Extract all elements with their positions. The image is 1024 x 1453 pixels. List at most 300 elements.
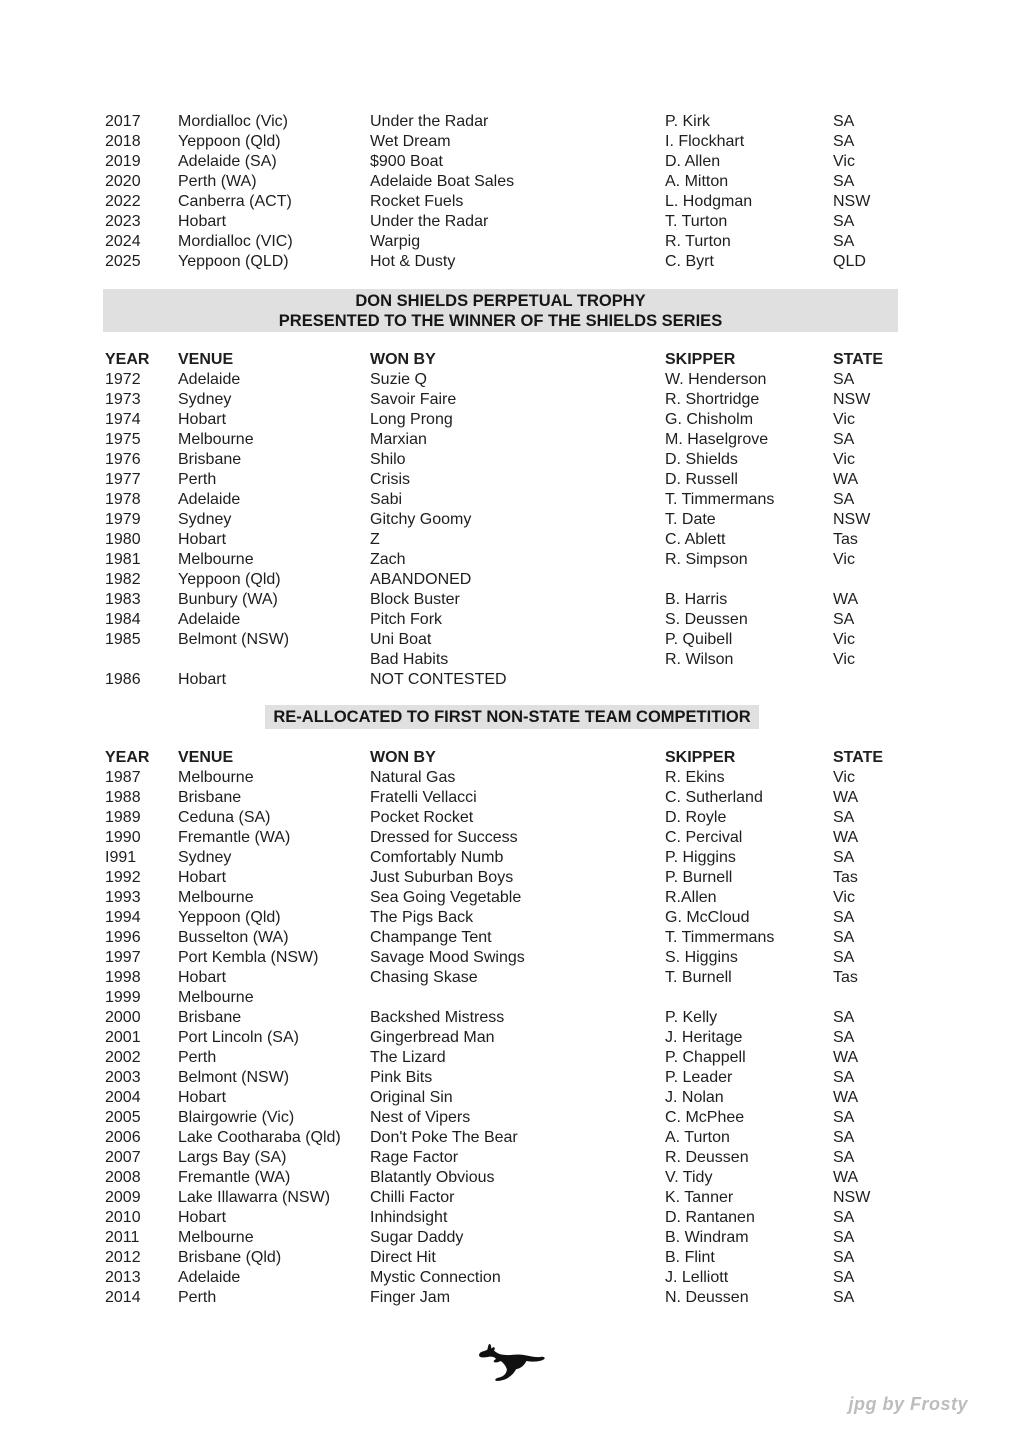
table-cell: Busselton (WA) bbox=[178, 929, 289, 946]
table-cell: Brisbane (Qld) bbox=[178, 1249, 282, 1266]
table-cell: 2020 bbox=[105, 173, 141, 190]
table-row bbox=[105, 1208, 915, 1228]
table-cell: 2012 bbox=[105, 1249, 141, 1266]
table-cell: Bunbury (WA) bbox=[178, 591, 278, 608]
table-cell: Zach bbox=[370, 551, 406, 568]
table-cell: 2003 bbox=[105, 1069, 141, 1086]
table-cell: 1982 bbox=[105, 571, 141, 588]
table-cell: WA bbox=[833, 789, 859, 806]
table-row bbox=[105, 530, 915, 550]
table-row bbox=[105, 450, 915, 470]
table-cell: Direct Hit bbox=[370, 1249, 436, 1266]
table-cell: Brisbane bbox=[178, 451, 242, 468]
table-row bbox=[105, 232, 915, 252]
table-cell: NOT CONTESTED bbox=[370, 671, 507, 688]
table-cell: Tas bbox=[833, 531, 858, 548]
table-cell: The Lizard bbox=[370, 1049, 446, 1066]
table-cell: Vic bbox=[833, 889, 855, 906]
table-cell: 1989 bbox=[105, 809, 141, 826]
table-cell: WA bbox=[833, 1089, 859, 1106]
table-cell bbox=[665, 670, 833, 690]
table-cell: Lake Cootharaba (Qld) bbox=[178, 1129, 341, 1146]
table-cell: Adelaide (SA) bbox=[178, 153, 277, 170]
table-row bbox=[105, 510, 915, 530]
table-cell: Melbourne bbox=[178, 769, 254, 786]
table-cell: Hobart bbox=[178, 1209, 227, 1226]
table-cell: SA bbox=[833, 1209, 855, 1226]
table-cell: Largs Bay (SA) bbox=[178, 1149, 287, 1166]
table-cell: Hobart bbox=[178, 869, 227, 886]
table-cell: B. Windram bbox=[665, 1229, 749, 1246]
table-cell: QLD bbox=[833, 253, 866, 270]
table-cell: SA bbox=[833, 1109, 855, 1126]
table-cell: Sydney bbox=[178, 511, 232, 528]
table-cell: Pink Bits bbox=[370, 1069, 433, 1086]
table-cell: 1973 bbox=[105, 391, 141, 408]
table-cell: 2001 bbox=[105, 1029, 141, 1046]
table-cell: Melbourne bbox=[178, 989, 254, 1006]
table-cell: I991 bbox=[105, 849, 137, 866]
table-cell: Vic bbox=[833, 411, 855, 428]
table-cell: W. Henderson bbox=[665, 371, 767, 388]
table-cell: $900 Boat bbox=[370, 153, 443, 170]
table-cell: Fratelli Vellacci bbox=[370, 789, 477, 806]
table-row bbox=[105, 1008, 915, 1028]
table-cell: Brisbane bbox=[178, 789, 242, 806]
table-cell: Savoir Faire bbox=[370, 391, 457, 408]
table-cell: R. Turton bbox=[665, 233, 731, 250]
section-title-line1: DON SHIELDS PERPETUAL TROPHY bbox=[355, 291, 646, 310]
table-cell: Rocket Fuels bbox=[370, 193, 464, 210]
table-cell: Crisis bbox=[370, 471, 410, 488]
column-header-won-by: WON BY bbox=[370, 749, 436, 766]
table-cell bbox=[105, 650, 178, 670]
table-cell: 2017 bbox=[105, 113, 141, 130]
table-cell: 1998 bbox=[105, 969, 141, 986]
table-cell: Comfortably Numb bbox=[370, 849, 504, 866]
table-cell: Pitch Fork bbox=[370, 611, 443, 628]
table-cell: L. Hodgman bbox=[665, 193, 753, 210]
table-row bbox=[105, 630, 915, 650]
table-cell: Sea Going Vegetable bbox=[370, 889, 522, 906]
table-row bbox=[105, 1028, 915, 1048]
table-row bbox=[105, 1188, 915, 1208]
table-cell: Belmont (NSW) bbox=[178, 631, 290, 648]
table-cell: Suzie Q bbox=[370, 371, 427, 388]
table-cell: 1972 bbox=[105, 371, 141, 388]
table-cell: J. Heritage bbox=[665, 1029, 743, 1046]
table-cell: 1996 bbox=[105, 929, 141, 946]
reallocated-section bbox=[105, 748, 915, 1308]
table-cell: Inhindsight bbox=[370, 1209, 448, 1226]
table-cell: 1977 bbox=[105, 471, 141, 488]
table-row bbox=[105, 1128, 915, 1148]
table-cell: A. Turton bbox=[665, 1129, 730, 1146]
table-row bbox=[105, 768, 915, 788]
table-cell: Under the Radar bbox=[370, 213, 489, 230]
table-cell: 2023 bbox=[105, 213, 141, 230]
table-cell: 1974 bbox=[105, 411, 141, 428]
table-row bbox=[105, 1148, 915, 1168]
table-cell: R. Simpson bbox=[665, 551, 748, 568]
table-cell: SA bbox=[833, 809, 855, 826]
column-header-year: YEAR bbox=[105, 749, 150, 766]
table-cell: R. Shortridge bbox=[665, 391, 760, 408]
table-cell: I. Flockhart bbox=[665, 133, 745, 150]
table-cell: P. Kelly bbox=[665, 1009, 718, 1026]
table-cell: Backshed Mistress bbox=[370, 1009, 505, 1026]
table-cell: Don't Poke The Bear bbox=[370, 1129, 518, 1146]
table-cell: Wet Dream bbox=[370, 133, 451, 150]
table-cell: 2011 bbox=[105, 1229, 140, 1246]
table-cell bbox=[833, 570, 905, 590]
table-cell: 1980 bbox=[105, 531, 141, 548]
table-cell: C. McPhee bbox=[665, 1109, 745, 1126]
table-row bbox=[105, 212, 915, 232]
table-cell: SA bbox=[833, 909, 855, 926]
table-cell: SA bbox=[833, 133, 855, 150]
table-cell: Savage Mood Swings bbox=[370, 949, 525, 966]
table-row bbox=[105, 928, 915, 948]
table-cell: Dressed for Success bbox=[370, 829, 518, 846]
table-row bbox=[105, 550, 915, 570]
table-cell: Mordialloc (VIC) bbox=[178, 233, 293, 250]
table-cell: Yeppoon (Qld) bbox=[178, 909, 281, 926]
table-cell: 2009 bbox=[105, 1189, 141, 1206]
table-row bbox=[105, 610, 915, 630]
table-cell: SA bbox=[833, 1249, 855, 1266]
kangaroo-icon bbox=[476, 1338, 548, 1388]
table-cell: 1999 bbox=[105, 989, 141, 1006]
table-cell: Adelaide bbox=[178, 491, 241, 508]
watermark-text: jpg by Frosty bbox=[848, 1394, 968, 1414]
table-cell: SA bbox=[833, 1009, 855, 1026]
table-row bbox=[105, 670, 915, 690]
table-cell: P. Kirk bbox=[665, 113, 711, 130]
column-header-state: STATE bbox=[833, 351, 884, 368]
table-cell: T. Date bbox=[665, 511, 716, 528]
table-cell: Yeppoon (QLD) bbox=[178, 253, 289, 270]
table-cell: Hot & Dusty bbox=[370, 253, 456, 270]
table-cell: Tas bbox=[833, 969, 858, 986]
table-cell: Mystic Connection bbox=[370, 1269, 501, 1286]
table-cell: Blairgowrie (Vic) bbox=[178, 1109, 295, 1126]
table-row bbox=[105, 470, 915, 490]
table-cell: Vic bbox=[833, 451, 855, 468]
table-row bbox=[105, 848, 915, 868]
table-header-row bbox=[105, 748, 915, 768]
table-cell: SA bbox=[833, 1289, 855, 1306]
table-cell: Just Suburban Boys bbox=[370, 869, 514, 886]
table-cell: SA bbox=[833, 173, 855, 190]
table-cell: 1976 bbox=[105, 451, 141, 468]
don-shields-title-band bbox=[103, 289, 898, 332]
table-cell: 1975 bbox=[105, 431, 141, 448]
table-cell: 1983 bbox=[105, 591, 141, 608]
table-cell: Melbourne bbox=[178, 431, 254, 448]
table-cell: 2005 bbox=[105, 1109, 141, 1126]
table-cell: T. Turton bbox=[665, 213, 728, 230]
table-cell: Ceduna (SA) bbox=[178, 809, 271, 826]
table-cell: R. Deussen bbox=[665, 1149, 749, 1166]
table-cell: Chasing Skase bbox=[370, 969, 478, 986]
table-cell: 2018 bbox=[105, 133, 141, 150]
table-cell: SA bbox=[833, 929, 855, 946]
table-cell: Marxian bbox=[370, 431, 427, 448]
table-cell bbox=[178, 650, 370, 670]
table-cell: SA bbox=[833, 491, 855, 508]
table-cell: SA bbox=[833, 233, 855, 250]
table-row bbox=[105, 132, 915, 152]
table-cell: 2010 bbox=[105, 1209, 141, 1226]
table-cell: Nest of Vipers bbox=[370, 1109, 471, 1126]
table-row bbox=[105, 152, 915, 172]
table-cell: Adelaide bbox=[178, 1269, 241, 1286]
table-cell: D. Russell bbox=[665, 471, 738, 488]
table-cell: Yeppoon (Qld) bbox=[178, 571, 281, 588]
table-cell: Chilli Factor bbox=[370, 1189, 455, 1206]
table-cell: SA bbox=[833, 849, 855, 866]
table-cell: Perth bbox=[178, 471, 217, 488]
table-cell: Port Lincoln (SA) bbox=[178, 1029, 299, 1046]
table-cell: The Pigs Back bbox=[370, 909, 474, 926]
table-cell: R. Wilson bbox=[665, 651, 734, 668]
table-row bbox=[105, 430, 915, 450]
table-cell: Belmont (NSW) bbox=[178, 1069, 290, 1086]
table-cell: Sugar Daddy bbox=[370, 1229, 464, 1246]
table-cell: Port Kembla (NSW) bbox=[178, 949, 319, 966]
don-shields-section bbox=[105, 350, 915, 690]
table-cell: Hobart bbox=[178, 411, 227, 428]
table-cell: SA bbox=[833, 431, 855, 448]
table-cell: T. Burnell bbox=[665, 969, 732, 986]
table-cell: NSW bbox=[833, 193, 871, 210]
table-cell: C. Ablett bbox=[665, 531, 726, 548]
table-row bbox=[105, 988, 915, 1008]
table-cell: 1984 bbox=[105, 611, 141, 628]
table-cell bbox=[833, 670, 905, 690]
table-cell: SA bbox=[833, 113, 855, 130]
table-row bbox=[105, 1268, 915, 1288]
column-header-venue: VENUE bbox=[178, 351, 234, 368]
table-cell: Finger Jam bbox=[370, 1289, 451, 1306]
table-cell: D. Rantanen bbox=[665, 1209, 755, 1226]
table-cell: Yeppoon (Qld) bbox=[178, 133, 281, 150]
table-cell: Lake Illawarra (NSW) bbox=[178, 1189, 331, 1206]
table-row bbox=[105, 252, 915, 272]
table-cell: G. McCloud bbox=[665, 909, 750, 926]
table-cell: Tas bbox=[833, 869, 858, 886]
table-cell: 1994 bbox=[105, 909, 141, 926]
table-cell: Bad Habits bbox=[370, 651, 449, 668]
table-cell: Mordialloc (Vic) bbox=[178, 113, 288, 130]
table-cell: 2004 bbox=[105, 1089, 141, 1106]
table-cell: WA bbox=[833, 1049, 859, 1066]
table-cell: Vic bbox=[833, 769, 855, 786]
table-cell: Vic bbox=[833, 551, 855, 568]
table-row bbox=[105, 490, 915, 510]
table-cell: Long Prong bbox=[370, 411, 453, 428]
table-cell: Champange Tent bbox=[370, 929, 492, 946]
reallocated-table bbox=[105, 768, 915, 1308]
table-cell: ABANDONED bbox=[370, 571, 472, 588]
table-cell: P. Leader bbox=[665, 1069, 733, 1086]
table-cell: J. Nolan bbox=[665, 1089, 724, 1106]
reallocated-title-wrap bbox=[0, 705, 1024, 729]
table-cell: 2025 bbox=[105, 253, 141, 270]
table-cell: NSW bbox=[833, 511, 871, 528]
table-cell: SA bbox=[833, 949, 855, 966]
table-row bbox=[105, 650, 915, 670]
table-cell bbox=[665, 570, 833, 590]
table-cell: SA bbox=[833, 611, 855, 628]
column-header-skipper: SKIPPER bbox=[665, 351, 736, 368]
table-cell: Sydney bbox=[178, 391, 232, 408]
table-row bbox=[105, 390, 915, 410]
table-cell: 1997 bbox=[105, 949, 141, 966]
table-cell: S. Higgins bbox=[665, 949, 738, 966]
table-cell: P. Higgins bbox=[665, 849, 736, 866]
table-cell: SA bbox=[833, 1069, 855, 1086]
table-cell: Vic bbox=[833, 153, 855, 170]
table-cell: P. Burnell bbox=[665, 869, 733, 886]
table-row bbox=[105, 1088, 915, 1108]
table-cell: Fremantle (WA) bbox=[178, 1169, 291, 1186]
table-cell: Pocket Rocket bbox=[370, 809, 474, 826]
table-row bbox=[105, 1288, 915, 1308]
table-cell: 2014 bbox=[105, 1289, 141, 1306]
column-header-state: STATE bbox=[833, 749, 884, 766]
table-cell: C. Sutherland bbox=[665, 789, 763, 806]
table-cell: Adelaide bbox=[178, 611, 241, 628]
table-row bbox=[105, 788, 915, 808]
table-row bbox=[105, 410, 915, 430]
table-cell: NSW bbox=[833, 391, 871, 408]
table-row bbox=[105, 192, 915, 212]
table-cell: Under the Radar bbox=[370, 113, 489, 130]
table-cell: Sydney bbox=[178, 849, 232, 866]
table-cell: 2000 bbox=[105, 1009, 141, 1026]
table-cell: WA bbox=[833, 471, 859, 488]
table-cell: SA bbox=[833, 1229, 855, 1246]
table-cell: 2006 bbox=[105, 1129, 141, 1146]
table-cell: J. Lelliott bbox=[665, 1269, 729, 1286]
table-cell: Adelaide Boat Sales bbox=[370, 173, 515, 190]
table-header-row bbox=[105, 350, 915, 370]
table-cell: Vic bbox=[833, 651, 855, 668]
column-header-venue: VENUE bbox=[178, 749, 234, 766]
table-cell: Perth (WA) bbox=[178, 173, 257, 190]
table-cell: Canberra (ACT) bbox=[178, 193, 292, 210]
table-cell bbox=[370, 988, 665, 1008]
footer-logo bbox=[0, 1338, 1024, 1388]
table-cell: Melbourne bbox=[178, 889, 254, 906]
table-cell: P. Quibell bbox=[665, 631, 733, 648]
table-cell: SA bbox=[833, 213, 855, 230]
table-cell: Warpig bbox=[370, 233, 421, 250]
column-header-won-by: WON BY bbox=[370, 351, 436, 368]
table-cell: Hobart bbox=[178, 1089, 227, 1106]
table-row bbox=[105, 1108, 915, 1128]
table-cell: Perth bbox=[178, 1289, 217, 1306]
table-cell: Original Sin bbox=[370, 1089, 453, 1106]
table-cell: 1979 bbox=[105, 511, 141, 528]
table-cell: Uni Boat bbox=[370, 631, 432, 648]
table-cell: Fremantle (WA) bbox=[178, 829, 291, 846]
table-cell: C. Byrt bbox=[665, 253, 714, 270]
table-row bbox=[105, 808, 915, 828]
table-cell: 1978 bbox=[105, 491, 141, 508]
table-cell: Hobart bbox=[178, 213, 227, 230]
table-cell: Adelaide bbox=[178, 371, 241, 388]
table-cell: 1990 bbox=[105, 829, 141, 846]
table-cell: Perth bbox=[178, 1049, 217, 1066]
table-cell: SA bbox=[833, 1129, 855, 1146]
column-header-year: YEAR bbox=[105, 351, 150, 368]
table-cell: 2007 bbox=[105, 1149, 141, 1166]
table-row bbox=[105, 1168, 915, 1188]
table-cell: 2022 bbox=[105, 193, 141, 210]
table-cell: 2002 bbox=[105, 1049, 141, 1066]
table-cell: 1986 bbox=[105, 671, 141, 688]
table-cell: SA bbox=[833, 1269, 855, 1286]
table-cell: 1985 bbox=[105, 631, 141, 648]
table-cell: 2013 bbox=[105, 1269, 141, 1286]
table-row bbox=[105, 112, 915, 132]
table-cell bbox=[665, 988, 833, 1008]
table-cell: WA bbox=[833, 829, 859, 846]
table-cell: Z bbox=[370, 531, 380, 548]
table-cell: WA bbox=[833, 1169, 859, 1186]
table-cell: Sabi bbox=[370, 491, 403, 508]
table-cell: D. Allen bbox=[665, 153, 721, 170]
table-cell: SA bbox=[833, 1149, 855, 1166]
table-cell: 1987 bbox=[105, 769, 141, 786]
table-cell: B. Flint bbox=[665, 1249, 715, 1266]
table-cell: Gingerbread Man bbox=[370, 1029, 495, 1046]
table-row bbox=[105, 1228, 915, 1248]
table-cell: N. Deussen bbox=[665, 1289, 749, 1306]
shields-table bbox=[105, 370, 915, 690]
table-row bbox=[105, 1048, 915, 1068]
table-row bbox=[105, 968, 915, 988]
table-cell: Hobart bbox=[178, 969, 227, 986]
section-title-line2: PRESENTED TO THE WINNER OF THE SHIELDS SERIES bbox=[278, 311, 723, 330]
table-cell: K. Tanner bbox=[665, 1189, 734, 1206]
continuation-table bbox=[105, 112, 915, 272]
table-cell bbox=[833, 988, 905, 1008]
table-cell: Blatantly Obvious bbox=[370, 1169, 495, 1186]
table-cell: SA bbox=[833, 1029, 855, 1046]
table-row bbox=[105, 888, 915, 908]
table-cell: C. Percival bbox=[665, 829, 743, 846]
table-cell: Vic bbox=[833, 631, 855, 648]
table-cell: R.Allen bbox=[665, 889, 717, 906]
table-row bbox=[105, 590, 915, 610]
table-cell: Shilo bbox=[370, 451, 406, 468]
table-row bbox=[105, 828, 915, 848]
table-cell: T. Timmermans bbox=[665, 929, 775, 946]
table-cell: S. Deussen bbox=[665, 611, 748, 628]
table-cell: 2019 bbox=[105, 153, 141, 170]
table-cell: D. Royle bbox=[665, 809, 727, 826]
column-header-skipper: SKIPPER bbox=[665, 749, 736, 766]
table-row bbox=[105, 1068, 915, 1088]
table-cell: Gitchy Goomy bbox=[370, 511, 472, 528]
table-row bbox=[105, 370, 915, 390]
table-cell: G. Chisholm bbox=[665, 411, 754, 428]
table-cell: M. Haselgrove bbox=[665, 431, 769, 448]
